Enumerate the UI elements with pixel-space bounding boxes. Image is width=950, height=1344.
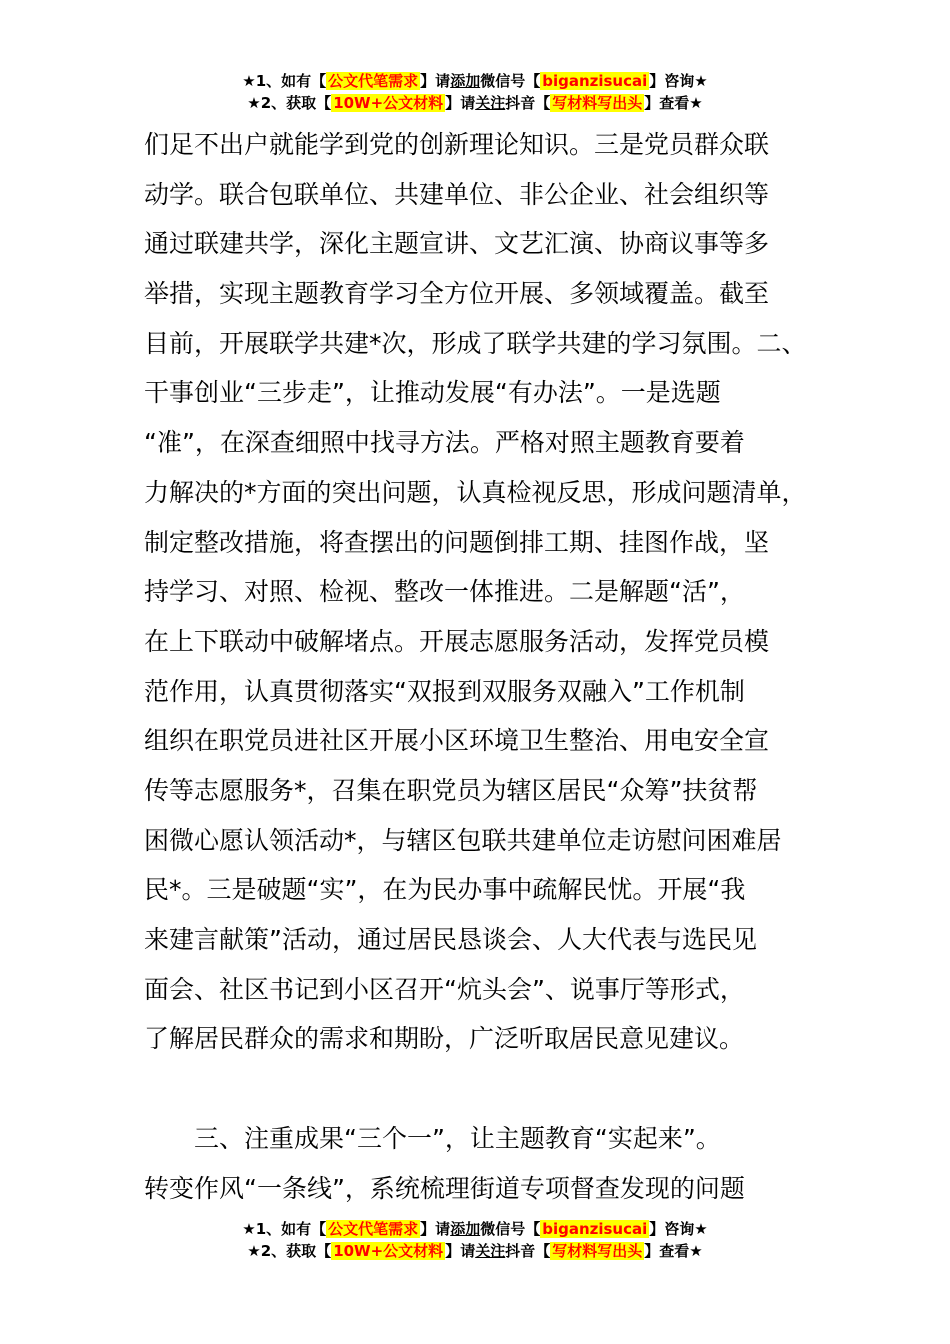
banner-text: 】请 xyxy=(445,1242,476,1260)
banner-line-1 xyxy=(0,1218,950,1240)
banner-highlight: 10W+公文材料 xyxy=(333,1242,444,1260)
banner-text: ★2、获取【 xyxy=(247,1242,332,1260)
body-line: 传等志愿服务*，召集在职党员为辖区居民“众筹”扶贫帮 xyxy=(144,775,758,805)
body-line: 来建言献策”活动，通过居民恳谈会、人大代表与选民见 xyxy=(144,925,757,954)
body-line: 持学习、对照、检视、整改一体推进。二是解题“活”， xyxy=(144,577,745,607)
banner-text: 】请 xyxy=(445,94,476,112)
banner-highlight: 写材料写出头 xyxy=(552,1242,643,1260)
banner-text: 】查看★ xyxy=(644,94,703,112)
paragraph-gap xyxy=(144,1064,834,1114)
banner-text: 抖音【 xyxy=(505,1242,551,1260)
banner-text: 】查看★ xyxy=(644,1242,703,1260)
banner-text: 】咨询★ xyxy=(649,1220,708,1238)
banner-highlight: 公文代笔需求 xyxy=(328,72,419,90)
footer-banner xyxy=(0,1218,950,1262)
body-line: 力解决的*方面的突出问题，认真检视反思，形成问题清单， xyxy=(144,477,807,507)
body-line: 在上下联动中破解堵点。开展志愿服务活动，发挥党员模 xyxy=(144,626,770,656)
banner-line-1 xyxy=(0,70,950,92)
body-line: 们足不出户就能学到党的创新理论知识。三是党员群众联 xyxy=(144,130,770,159)
body-line: 通过联建共学，深化主题宣讲、文艺汇演、协商议事等多 xyxy=(144,229,770,259)
banner-text: 微信号【 xyxy=(480,1220,541,1238)
banner-text: ★1、如有【 xyxy=(242,1220,327,1238)
body-line: 了解居民群众的需求和期盼，广泛听取居民意见建议。 xyxy=(144,1024,745,1054)
banner-highlight: 写材料写出头 xyxy=(552,94,643,112)
body-line: 民*。三是破题“实”，在为民办事中疏解民忧。开展“我 xyxy=(144,875,746,905)
body-line: 制定整改措施，将查摆出的问题倒排工期、挂图作战，坚 xyxy=(144,527,770,557)
body-line: 困微心愿认领活动*，与辖区包联共建单位走访慰问困难居 xyxy=(144,825,782,855)
body-line: 动学。联合包联单位、共建单位、非公企业、社会组织等 xyxy=(144,179,770,209)
banner-text: 】请 xyxy=(420,1220,451,1238)
banner-text: ★1、如有【 xyxy=(242,72,327,90)
banner-text: ★2、获取【 xyxy=(247,94,332,112)
banner-text: 】请 xyxy=(420,72,451,90)
body-line: 范作用，认真贯彻落实“双报到双服务双融入”工作机制 xyxy=(144,676,745,706)
body-line: 举措，实现主题教育学习全方位开展、多领域覆盖。截至 xyxy=(144,279,770,309)
banner-underlined-text: 关注 xyxy=(475,1242,506,1260)
banner-highlight: 公文代笔需求 xyxy=(328,1220,419,1238)
body-line: 目前，开展联学共建*次，形成了联学共建的学习氛围。二、 xyxy=(144,328,807,358)
banner-underlined-text: 关注 xyxy=(475,94,506,112)
banner-text: 】咨询★ xyxy=(649,72,708,90)
body-line: 转变作风“一条线”，系统梳理街道专项督查发现的问题 xyxy=(144,1173,745,1203)
banner-underlined-text: 添加 xyxy=(450,1220,481,1238)
banner-highlight: biganzisucai xyxy=(542,72,648,90)
section-heading-line: 三、注重成果“三个一”，让主题教育“实起来”。 xyxy=(194,1124,721,1154)
banner-underlined-text: 添加 xyxy=(450,72,481,90)
banner-text: 抖音【 xyxy=(505,94,551,112)
header-banner xyxy=(0,70,950,114)
body-line: 干事创业“三步走”，让推动发展“有办法”。一是选题 xyxy=(144,378,721,408)
document-body xyxy=(144,120,834,1213)
body-line: 面会、社区书记到小区召开“炕头会”、说事厅等形式， xyxy=(144,974,745,1004)
banner-line-2 xyxy=(0,92,950,114)
body-line: “准”，在深查细照中找寻方法。严格对照主题教育要着 xyxy=(144,428,745,458)
body-line: 组织在职党员进社区开展小区环境卫生整治、用电安全宣 xyxy=(144,726,770,756)
banner-line-2 xyxy=(0,1240,950,1262)
banner-highlight: 10W+公文材料 xyxy=(333,94,444,112)
banner-text: 微信号【 xyxy=(480,72,541,90)
banner-highlight: biganzisucai xyxy=(542,1220,648,1238)
